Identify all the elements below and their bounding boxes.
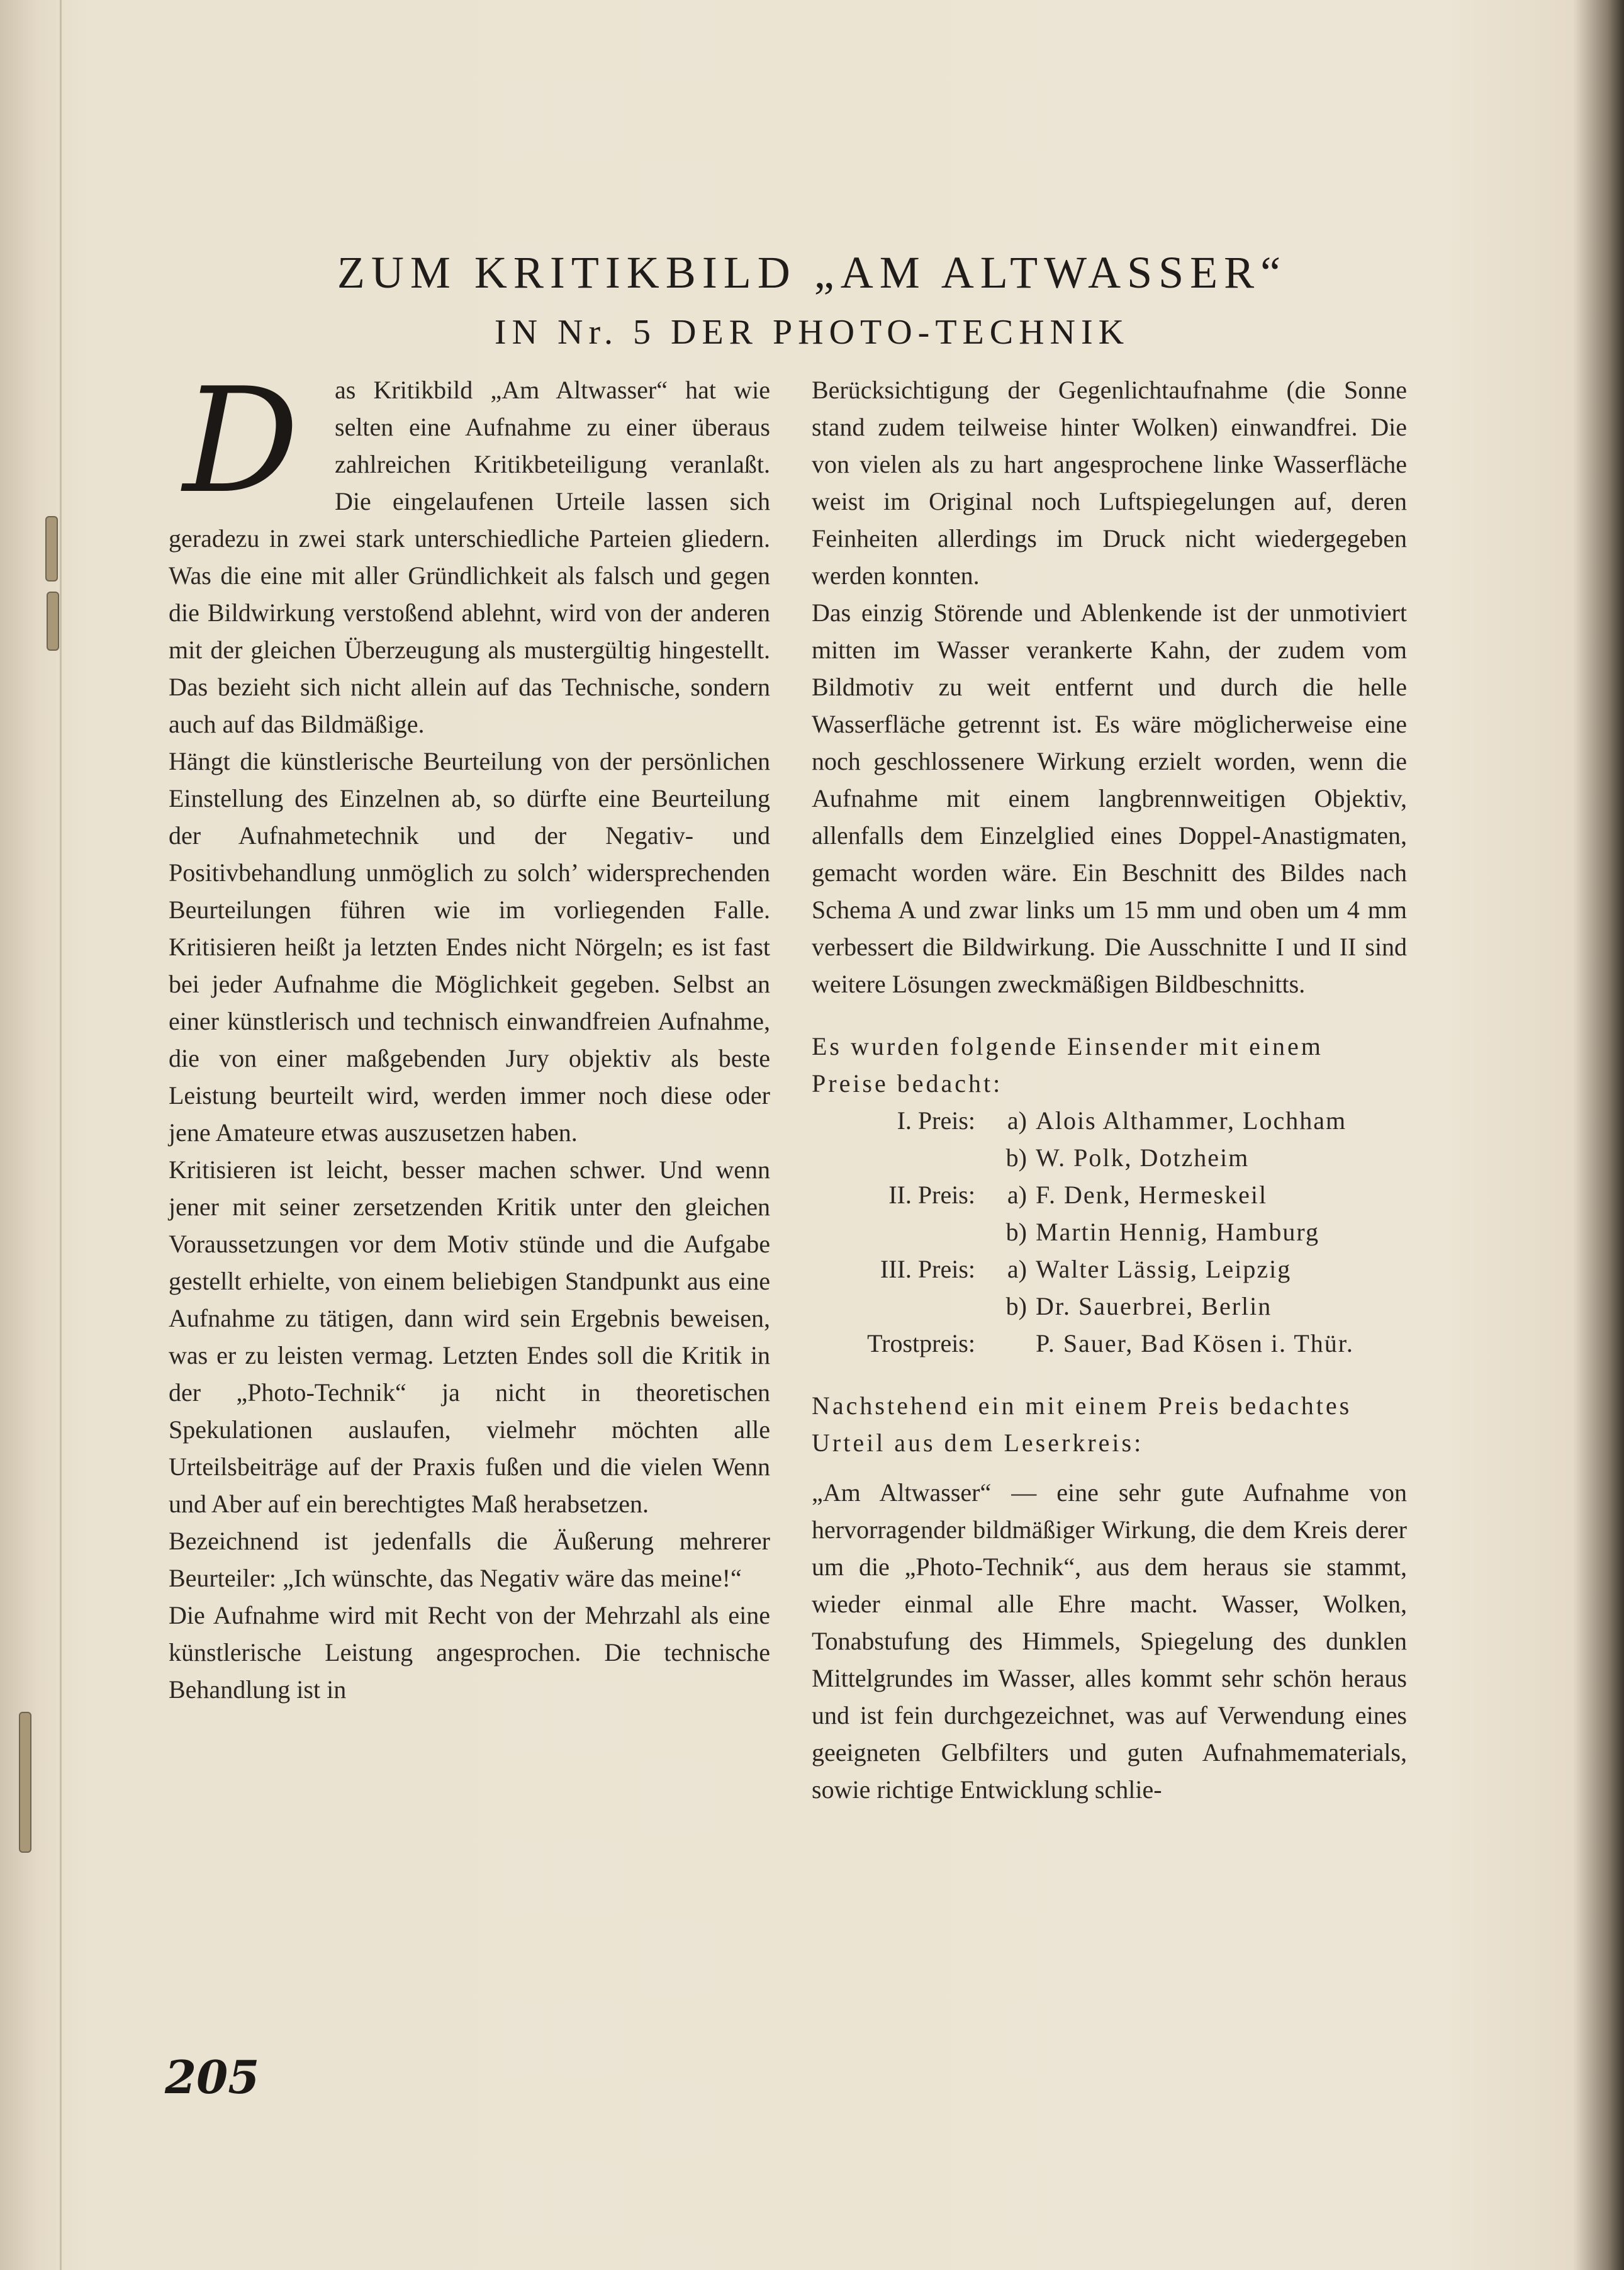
prize-row	[812, 1325, 1407, 1362]
prize-label	[812, 1213, 983, 1250]
paragraph: Berücksichtigung der Gegenlichtaufnahme (die Sonne stand zudem teilweise hinter Wolken) einwandfrei. Die von vielen als zu hart angesprochene linke Wasserfläche weist im Original noch Luftspiegelungen auf, deren Feinheiten allerdings im Druck nicht wiedergegeben werden konnten.	[812, 376, 1407, 590]
prize-row	[812, 1250, 1407, 1288]
prize-row	[812, 1213, 1407, 1250]
reader-quote: „Am Altwasser“ — eine sehr gute Aufnahme von hervorragender bildmäßiger Wirkung, die dem Kreis derer um die „Photo-Technik“, aus dem heraus sie stammt, wieder einmal alle Ehre macht. Wasser, Wolken, Tonabstufung des Himmels, Spiegelung des dunklen Mittelgrundes im Wasser, alles kommt sehr schön heraus und ist fein durchgezeichnet, was auf Verwendung eines geeigneten Gelbfilters und guten Aufnahmematerials, sowie richtige Entwicklung schlie-	[812, 1478, 1407, 1804]
article-subtitle: IN Nr. 5 DER PHOTO-TECHNIK	[494, 313, 1130, 352]
reader-intro: Nachstehend ein mit einem Preis bedachtes Urteil aus dem Leserkreis:	[812, 1391, 1352, 1457]
prize-label: III. Preis:	[880, 1255, 975, 1283]
prize-label: Trostpreis:	[867, 1329, 975, 1357]
spacer	[812, 1003, 1407, 1028]
paragraph: Kritisieren ist leicht, besser machen schwer. Und wenn jener mit seiner zersetzenden Kritik unter den gleichen Voraussetzungen vor dem Motiv stünde und die Aufgabe gestellt erhielte, von einem beliebigen Standpunkt aus eine Aufnahme zu tätigen, dann wird sein Ergebnis beweisen, was er zu leisten vermag. Letzten Endes soll die Kritik in der „Photo-Technik“ ja nicht in theoretischen Spekulationen auslaufen, vielmehr möchten alle Urteilsbeiträge auf der Praxis fußen und die vielen Wenn und Aber auf ein berechtigtes Maß herabsetzen.	[169, 1155, 770, 1518]
spacer	[812, 1461, 1407, 1474]
prize-label	[812, 1139, 983, 1176]
staple-bottom	[19, 1712, 31, 1853]
prize-label: I. Preis:	[897, 1106, 975, 1135]
prize-intro: Es wurden folgende Einsender mit einem Preise bedacht:	[812, 1032, 1323, 1098]
prize-winner: Walter Lässig, Leipzig	[1036, 1255, 1292, 1283]
prize-list	[812, 1102, 1407, 1362]
paragraph: Die Aufnahme wird mit Recht von der Mehrzahl als eine künstlerische Leistung angesprochen. Die technische Behandlung ist in	[169, 1601, 770, 1704]
ornamental-dropcap: D	[182, 357, 300, 525]
prize-letter: a)	[1007, 1181, 1027, 1209]
paragraph: Das einzig Störende und Ablenkende ist der unmotiviert mitten im Wasser verankerte Kahn, der zudem vom Bildmotiv zu weit entfernt und durch die helle Wasserfläche getrennt ist. Es wäre möglicherweise eine noch geschlossenere Wirkung erzielt worden, wenn die Aufnahme mit einem langbrennweitigen Objektiv, allenfalls dem Einzelglied eines Doppel-Anastigmaten, gemacht worden wäre. Ein Beschnitt des Bildes nach Schema A und zwar links um 15 mm und oben um 4 mm verbessert die Bildwirkung. Die Ausschnitte I und II sind weitere Lösungen zweckmäßigen Bildbeschnitts.	[812, 598, 1407, 998]
article-title: ZUM KRITIKBILD „AM ALTWASSER“	[337, 247, 1287, 298]
prize-winner: Martin Hennig, Hamburg	[1036, 1218, 1319, 1246]
prize-row	[812, 1176, 1407, 1213]
prize-row	[812, 1288, 1407, 1325]
prize-winner: W. Polk, Dotzheim	[1036, 1143, 1250, 1172]
prize-label: II. Preis:	[888, 1181, 975, 1209]
paragraph: Bezeichnend ist jedenfalls die Äußerung mehrerer Beurteiler: „Ich wünschte, das Negativ wäre das meine!“	[169, 1527, 770, 1592]
prize-winner: F. Denk, Hermeskeil	[1036, 1181, 1268, 1209]
prize-letter: b)	[1005, 1292, 1027, 1320]
prize-letter	[983, 1325, 1036, 1362]
prize-row	[812, 1102, 1407, 1139]
prize-label	[812, 1288, 983, 1325]
prize-letter: a)	[1007, 1106, 1027, 1135]
prize-row	[812, 1139, 1407, 1176]
paragraph-intro-text: as Kritikbild „Am Altwasser“ hat wie selten eine Aufnahme zu einer überaus zahlreichen Kritikbeteiligung veranlaßt. Die eingelaufenen Urteile lassen sich geradezu in zwei stark unterschiedliche Parteien gliedern. Was die eine mit aller Gründlichkeit als falsch und gegen die Bildwirkung verstoßend ablehnt, wird von der anderen mit der gleichen Überzeugung als mustergültig hingestellt. Das bezieht sich nicht allein auf das Technische, sondern auch auf das Bildmäßige.	[169, 376, 770, 738]
spacer	[812, 1362, 1407, 1387]
left-column	[169, 357, 770, 1708]
page-number: 205	[165, 2050, 260, 2104]
prize-winner: Alois Althammer, Lochham	[1036, 1106, 1347, 1135]
prize-letter: b)	[1005, 1143, 1027, 1172]
paragraph: Hängt die künstlerische Beurteilung von der persönlichen Einstellung des Einzelnen ab, so dürfte eine Beurteilung der Aufnahmetechnik und der Negativ- und Positivbehandlung unmöglich zu solch’ widersprechenden Beurteilungen führen wie im vorliegenden Falle. Kritisieren heißt ja letzten Endes nicht Nörgeln; es ist fast bei jeder Aufnahme die Möglichkeit gegeben. Selbst an einer künstlerisch und technisch einwandfreien Aufnahme, die von einer maßgebenden Jury objektiv als beste Leistung beurteilt wird, werden immer noch diese oder jene Amateure etwas auszusetzen haben.	[169, 747, 770, 1147]
paragraph-intro	[169, 357, 770, 743]
prize-winner: Dr. Sauerbrei, Berlin	[1036, 1292, 1272, 1320]
prize-letter: a)	[1007, 1255, 1027, 1283]
prize-winner: P. Sauer, Bad Kösen i. Thür.	[1036, 1329, 1354, 1357]
staple-mid	[47, 592, 59, 651]
prize-letter: b)	[1005, 1218, 1027, 1246]
right-column	[812, 371, 1407, 1808]
staple-top	[45, 516, 58, 582]
